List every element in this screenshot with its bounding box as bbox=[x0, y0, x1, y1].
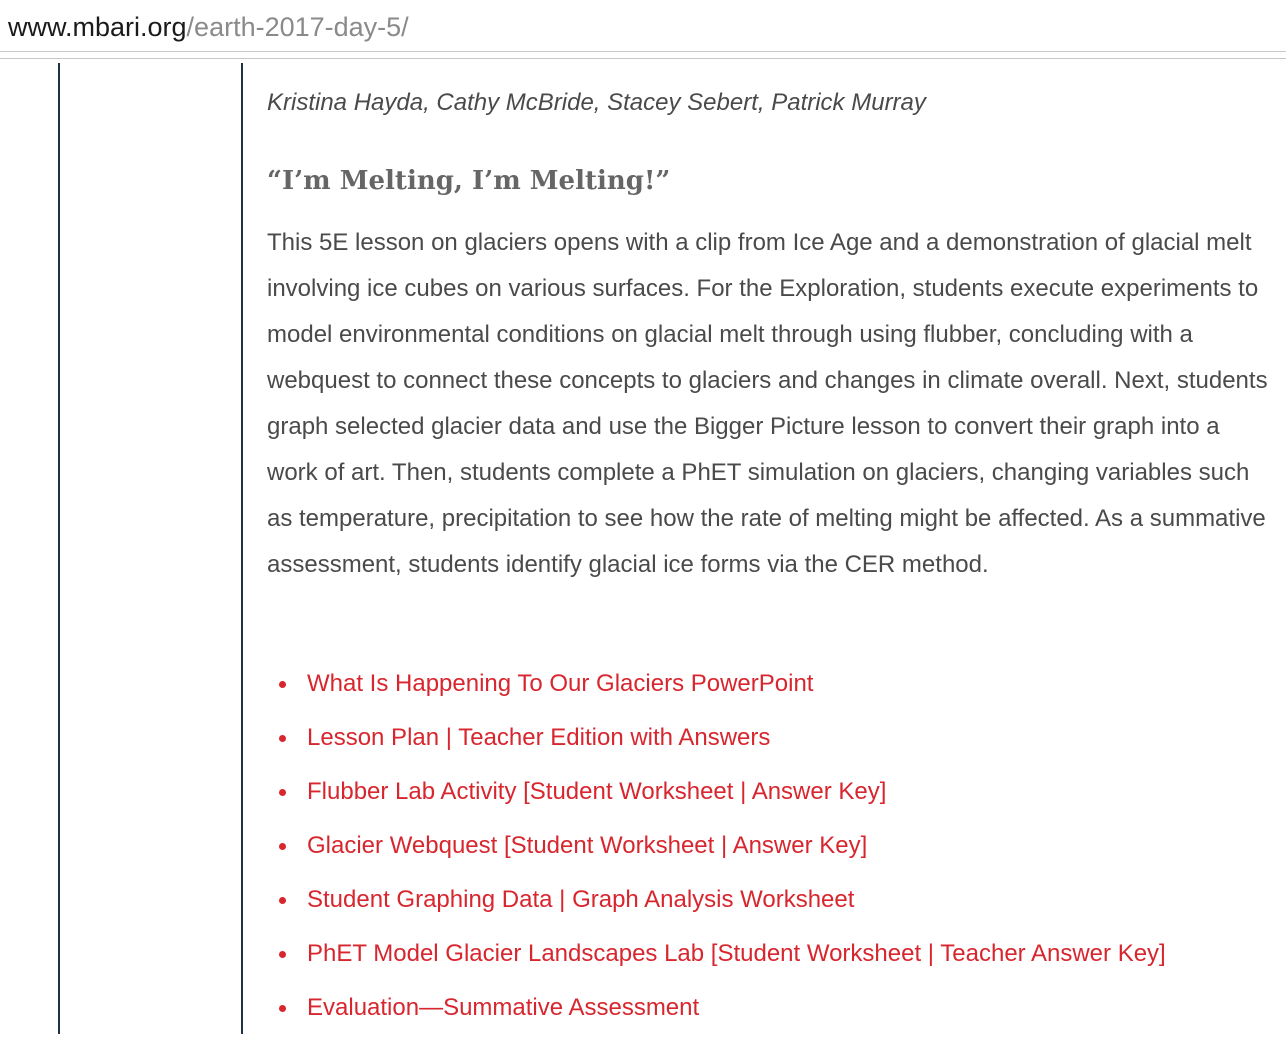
list-item bbox=[267, 931, 1166, 985]
list-item bbox=[267, 877, 1166, 931]
list-item bbox=[267, 715, 1166, 769]
lesson-title: “I’m Melting, I’m Melting!” bbox=[267, 166, 671, 196]
powerpoint-link[interactable]: What Is Happening To Our Glaciers PowerPoint bbox=[307, 670, 814, 697]
bullet-icon bbox=[279, 681, 286, 688]
flubber-lab-link[interactable]: Flubber Lab Activity [Student Worksheet | Answer Key] bbox=[307, 778, 887, 805]
bullet-icon bbox=[279, 1005, 286, 1012]
summative-assessment-link[interactable]: Evaluation—Summative Assessment bbox=[307, 994, 700, 1021]
bullet-icon bbox=[279, 843, 286, 850]
left-border-rule bbox=[58, 63, 60, 1034]
bullet-icon bbox=[279, 735, 286, 742]
lesson-description: This 5E lesson on glaciers opens with a clip from Ice Age and a demonstration of glacial melt involving ice cubes on various surfaces. For the Exploration, students execute experiments to model environmental conditions on glacial melt through using flubber, concluding with a webquest to connect these concepts to glaciers and changes in climate overall. Next, students graph selected glacier data and use the Bigger Picture lesson to convert their graph into a work of art. Then, students complete a PhET simulation on glaciers, changing variables such as temperature, precipitation to see how the rate of melting might be affected. As a summative assessment, students identify glacial ice forms via the CER method. bbox=[267, 229, 1268, 578]
list-item bbox=[267, 823, 1166, 877]
address-bar[interactable] bbox=[0, 0, 1286, 52]
lesson-plan-link[interactable]: Lesson Plan | Teacher Edition with Answers bbox=[307, 724, 771, 751]
phet-lab-link[interactable]: PhET Model Glacier Landscapes Lab [Student Worksheet | Teacher Answer Key] bbox=[307, 940, 1166, 967]
list-item bbox=[267, 769, 1166, 823]
content-border-rule bbox=[241, 63, 243, 1034]
graphing-data-link[interactable]: Student Graphing Data | Graph Analysis Worksheet bbox=[307, 886, 855, 913]
page-content bbox=[0, 63, 1286, 1034]
glacier-webquest-link[interactable]: Glacier Webquest [Student Worksheet | Answer Key] bbox=[307, 832, 868, 859]
bullet-icon bbox=[279, 951, 286, 958]
url-path: /earth-2017-day-5/ bbox=[186, 12, 409, 42]
bullet-icon bbox=[279, 897, 286, 904]
url-text[interactable] bbox=[8, 11, 409, 43]
bullet-icon bbox=[279, 789, 286, 796]
url-host: www.mbari.org bbox=[8, 12, 187, 42]
resource-link-list bbox=[267, 661, 1166, 1039]
list-item bbox=[267, 661, 1166, 715]
toolbar-divider bbox=[0, 58, 1286, 59]
list-item bbox=[267, 985, 1166, 1039]
author-list: Kristina Hayda, Cathy McBride, Stacey Sebert, Patrick Murray bbox=[267, 89, 926, 116]
